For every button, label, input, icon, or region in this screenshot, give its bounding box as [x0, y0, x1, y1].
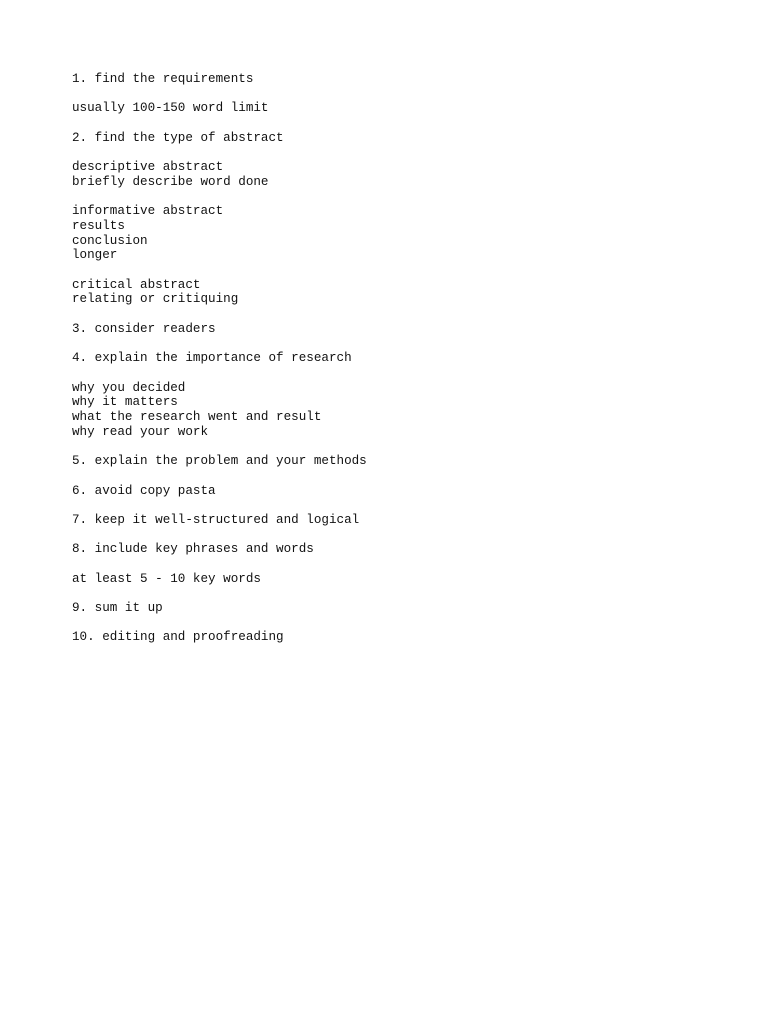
step-importance	[72, 351, 712, 366]
note-line: what the research went and result	[72, 410, 322, 425]
step-avoid-copy	[72, 484, 712, 499]
step-key-phrases	[72, 542, 712, 557]
note-line: relating or critiquing	[72, 292, 239, 307]
note-word-limit	[72, 101, 712, 116]
step-heading: 10. editing and proofreading	[72, 630, 284, 645]
note-line: why read your work	[72, 424, 209, 439]
note-line: why you decided	[72, 380, 186, 395]
document-page	[72, 72, 712, 660]
note-line: critical abstract	[72, 277, 201, 292]
step-heading: 5. explain the problem and your methods	[72, 454, 367, 469]
importance-notes-block	[72, 381, 712, 440]
step-problem-methods	[72, 454, 712, 469]
note-line: why it matters	[72, 395, 178, 410]
informative-abstract-block	[72, 204, 712, 263]
step-heading: 7. keep it well-structured and logical	[72, 512, 360, 527]
step-structure	[72, 513, 712, 528]
note-line: conclusion	[72, 233, 148, 248]
note-line: informative abstract	[72, 204, 224, 219]
step-editing	[72, 630, 712, 645]
critical-abstract-block	[72, 278, 712, 307]
step-heading: 9. sum it up	[72, 601, 163, 616]
step-heading: 1. find the requirements	[72, 72, 254, 86]
step-requirements	[72, 72, 712, 87]
step-heading: 3. consider readers	[72, 321, 216, 336]
note-line: descriptive abstract	[72, 160, 224, 175]
note-line: usually 100-150 word limit	[72, 101, 269, 116]
note-key-words	[72, 572, 712, 587]
step-abstract-type	[72, 131, 712, 146]
note-line: at least 5 - 10 key words	[72, 571, 261, 586]
step-heading: 4. explain the importance of research	[72, 351, 352, 366]
step-heading: 2. find the type of abstract	[72, 130, 284, 145]
step-sum-up	[72, 601, 712, 616]
step-heading: 6. avoid copy pasta	[72, 483, 216, 498]
note-line: briefly describe word done	[72, 174, 269, 189]
descriptive-abstract-block	[72, 160, 712, 189]
note-line: longer	[72, 248, 118, 263]
step-heading: 8. include key phrases and words	[72, 542, 314, 557]
note-line: results	[72, 218, 125, 233]
step-consider-readers	[72, 322, 712, 337]
